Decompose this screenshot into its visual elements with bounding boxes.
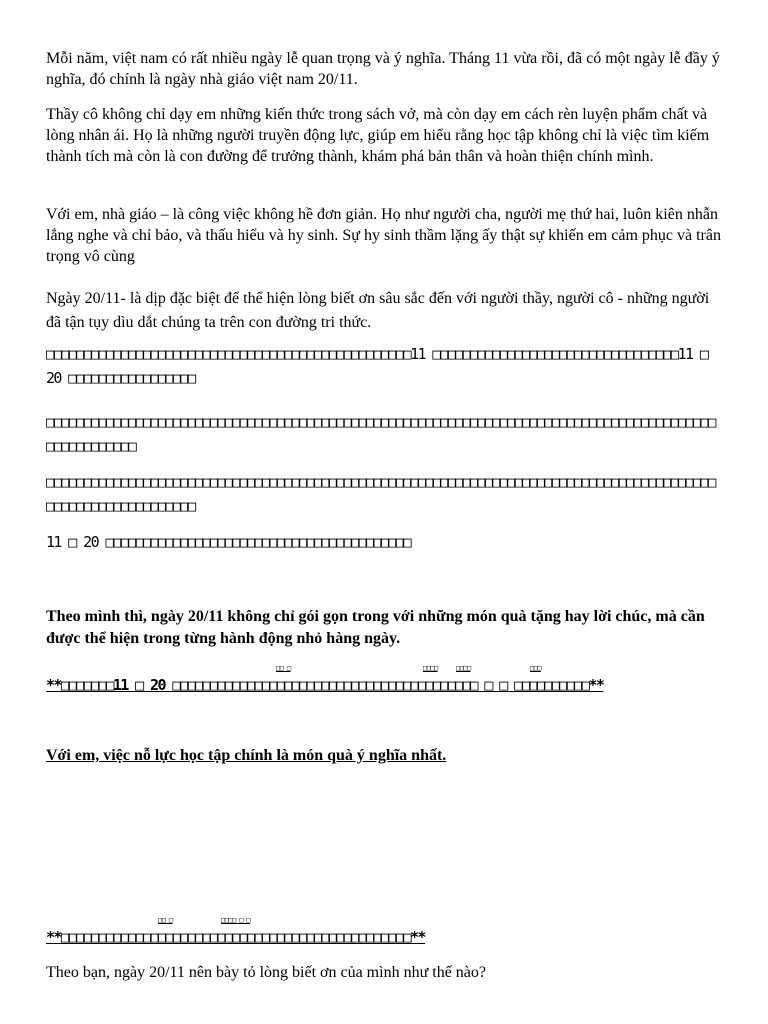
paragraph-cjk-2: □□□□□□□□□□□□□□□□□□□□□□□□□□□□□□□□□□□□□□□□□□□□□□□□□□□□□□□□□□□□□□□□□□□□□□□□□□□□□□□□□□□□□□□□□□□□□□□□□□□□□□ bbox=[46, 413, 715, 455]
paragraph-bold-cjk-2: **□□□□□□□□□□□□□□□□□□□□□□□□□□□□□□□□□□□□□□□□□□□□□□□** bbox=[46, 928, 425, 946]
paragraph-teachers: Thầy cô không chỉ dạy em những kiến thức trong sách vở, mà còn dạy em cách rèn luyện phẩm chất và lòng nhân ái. Họ là những người truyền động lực, giúp em hiểu rằng học tập không chỉ là việc tìm kiếm thành tích mà còn là con đường để trưởng thành, khám phá bản thân và hoàn thiện chính mình. bbox=[46, 106, 710, 165]
paragraph-cjk-3: □□□□□□□□□□□□□□□□□□□□□□□□□□□□□□□□□□□□□□□□□□□□□□□□□□□□□□□□□□□□□□□□□□□□□□□□□□□□□□□□□□□□□□□□□□□□□□□□□□□□□□□□□□□□□□ bbox=[46, 473, 715, 515]
ruby-annotation: □□ □ bbox=[276, 664, 291, 672]
paragraph-bold-cjk-1: **□□□□□□□11 □ 20 □□□□□□□□□□□□□□□□□□□□□□□□□□□□□□□□□□□□□□□□□ □ □ □□□□□□□□□□** bbox=[46, 676, 604, 694]
ruby-annotation: □□□□ □ □ bbox=[221, 916, 250, 924]
paragraph-cjk-4: 11 □ 20 □□□□□□□□□□□□□□□□□□□□□□□□□□□□□□□□□□□□□□□□□ bbox=[46, 533, 411, 551]
paragraph-bold-effort: Với em, việc nỗ lực học tập chính là món quà ý nghĩa nhất. bbox=[46, 747, 447, 764]
paragraph-bold-opinion: Theo mình thì, ngày 20/11 không chỉ gói gọn trong với những món quà tặng hay lời chúc, mà cần được thể hiện trong từng hành động nhỏ hàng ngày. bbox=[46, 608, 705, 647]
ruby-annotation: □□ □ bbox=[158, 916, 173, 924]
ruby-annotation: □□□□ bbox=[456, 664, 471, 672]
paragraph-cjk-1: □□□□□□□□□□□□□□□□□□□□□□□□□□□□□□□□□□□□□□□□□□□□□□□□□11 □□□□□□□□□□□□□□□□□□□□□□□□□□□□□□□□□11 □ 20 □□□□□□□□□□□□□□□□□ bbox=[46, 345, 708, 387]
paragraph-question: Theo bạn, ngày 20/11 nên bày tỏ lòng biết ơn của mình như thế nào? bbox=[46, 964, 486, 981]
paragraph-profession: Với em, nhà giáo – là công việc không hề đơn giản. Họ như người cha, người mẹ thứ hai, luôn kiên nhẫn lắng nghe và chỉ bảo, và thấu hiểu và hy sinh. Sự hy sinh thầm lặng ấy thật sự khiến em cảm phục và trân trọng vô cùng bbox=[46, 206, 721, 265]
paragraph-intro: Mỗi năm, việt nam có rất nhiều ngày lễ quan trọng và ý nghĩa. Tháng 11 vừa rồi, đã có một ngày lễ đầy ý nghĩa, đó chính là ngày nhà giáo việt nam 20/11. bbox=[46, 50, 720, 88]
ruby-annotation: □□□ bbox=[530, 664, 541, 672]
paragraph-occasion: Ngày 20/11- là dịp đặc biệt để thể hiện lòng biết ơn sâu sắc đến với người thầy, người cô - những người đã tận tụy dìu dắt chúng ta trên con đường tri thức. bbox=[46, 290, 710, 331]
ruby-annotation: □□□□ bbox=[423, 664, 438, 672]
